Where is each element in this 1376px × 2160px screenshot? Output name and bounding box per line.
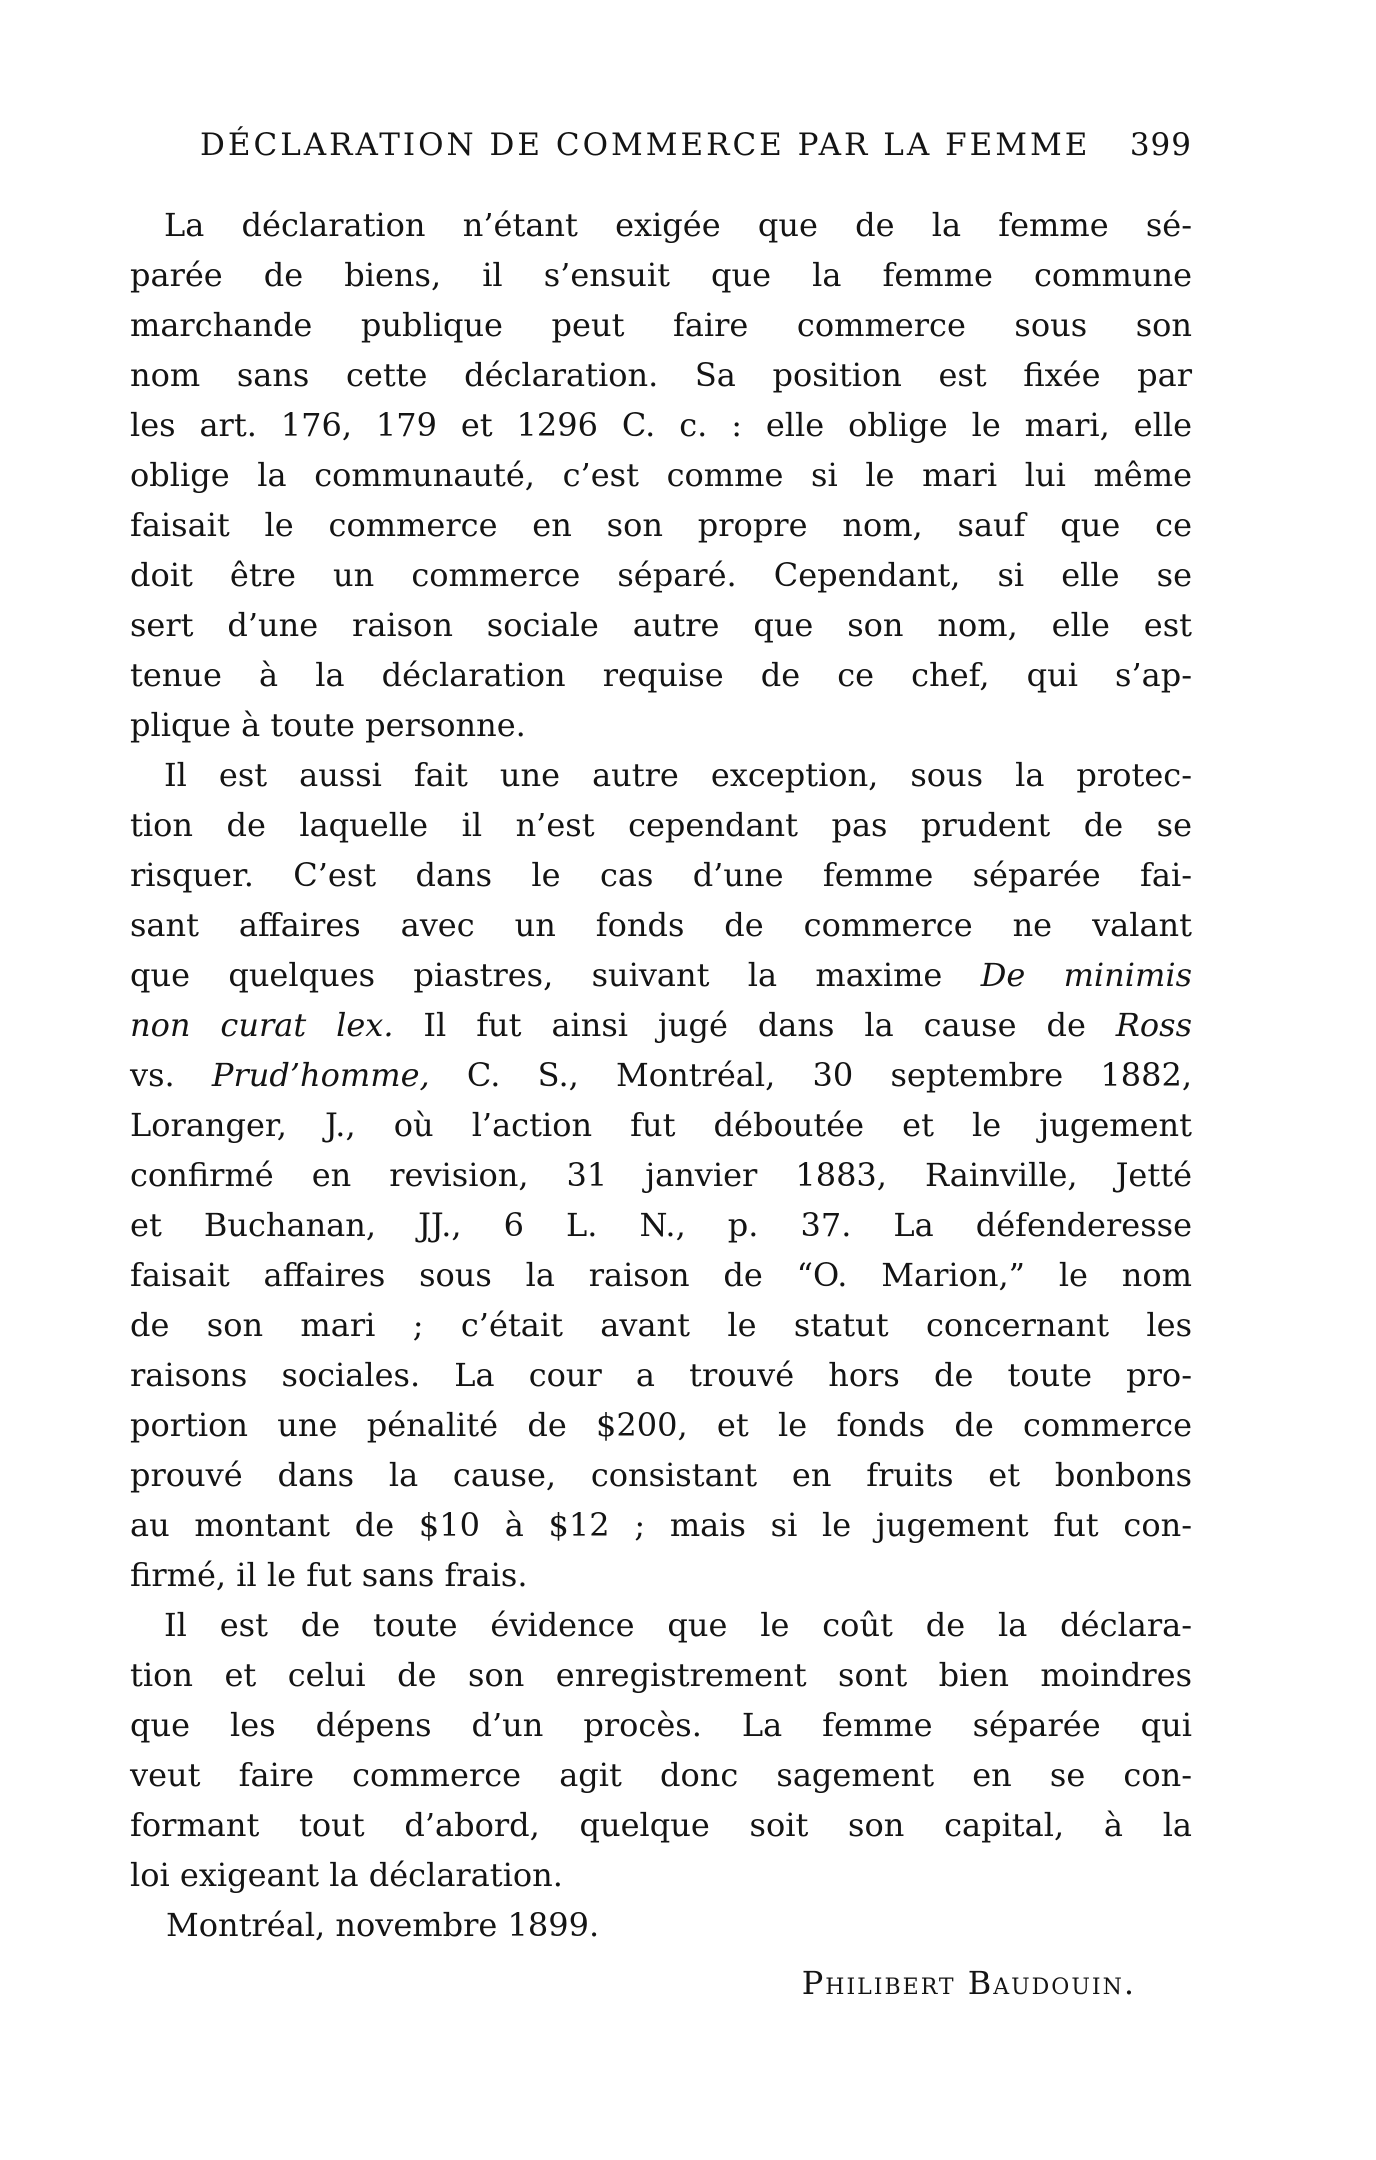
body-text bbox=[130, 200, 1192, 2008]
case-party-italic: Ross bbox=[1115, 1006, 1192, 1044]
text-line: tenue à la déclaration requise de ce chef, qui s’ap- bbox=[130, 656, 1192, 694]
text-line: La déclaration n’étant exigée que de la femme sé- bbox=[164, 206, 1192, 244]
text-line: firmé, il le fut sans frais. bbox=[130, 1556, 528, 1594]
text-line: faisait affaires sous la raison de “O. Marion,” le nom bbox=[130, 1256, 1192, 1294]
text-line: loi exigeant la déclaration. bbox=[130, 1856, 563, 1894]
text-line: doit être un commerce séparé. Cependant, si elle se bbox=[130, 556, 1192, 594]
text-segment: vs. bbox=[130, 1056, 212, 1094]
text-segment: C. S., Montréal, 30 septembre 1882, bbox=[429, 1056, 1193, 1094]
text-line bbox=[130, 1000, 1192, 1050]
paragraph-1 bbox=[130, 200, 1192, 750]
text-line: sant affaires avec un fonds de commerce ne valant bbox=[130, 906, 1192, 944]
author-signature: Philibert Baudouin. bbox=[801, 1964, 1136, 2002]
text-line bbox=[130, 1050, 1192, 1100]
paragraph-3 bbox=[130, 1600, 1192, 1900]
text-segment: Il fut ainsi jugé dans la cause de bbox=[393, 1006, 1116, 1044]
text-line: oblige la communauté, c’est comme si le mari lui même bbox=[130, 456, 1192, 494]
text-line: et Buchanan, JJ., 6 L. N., p. 37. La défenderesse bbox=[130, 1206, 1192, 1244]
text-line: nom sans cette déclaration. Sa position est fixée par bbox=[130, 356, 1192, 394]
text-line bbox=[130, 950, 1192, 1000]
text-line: Il est de toute évidence que le coût de la déclara- bbox=[164, 1606, 1192, 1644]
page-number: 399 bbox=[1129, 127, 1192, 163]
text-line: veut faire commerce agit donc sagement en se con- bbox=[130, 1756, 1192, 1794]
text-line: tion de laquelle il n’est cependant pas prudent de se bbox=[130, 806, 1192, 844]
text-line: de son mari ; c’était avant le statut concernant les bbox=[130, 1306, 1192, 1344]
text-line: raisons sociales. La cour a trouvé hors de toute pro- bbox=[130, 1356, 1192, 1394]
text-line: confirmé en revision, 31 janvier 1883, Rainville, Jetté bbox=[130, 1156, 1192, 1194]
case-party-italic: Prud’homme, bbox=[211, 1056, 430, 1094]
text-line: prouvé dans la cause, consistant en fruits et bonbons bbox=[130, 1456, 1192, 1494]
text-line: formant tout d’abord, quelque soit son capital, à la bbox=[130, 1806, 1192, 1844]
text-line: plique à toute personne. bbox=[130, 706, 526, 744]
running-header bbox=[200, 122, 1192, 168]
text-line: au montant de $10 à $12 ; mais si le jugement fut con- bbox=[130, 1506, 1192, 1544]
text-line: sert d’une raison sociale autre que son nom, elle est bbox=[130, 606, 1192, 644]
running-title: DÉCLARATION DE COMMERCE PAR LA FEMME bbox=[200, 127, 1091, 163]
text-line: marchande publique peut faire commerce sous son bbox=[130, 306, 1192, 344]
dateline: Montréal, novembre 1899. bbox=[166, 1906, 600, 1944]
text-line: risquer. C’est dans le cas d’une femme séparée fai- bbox=[130, 856, 1192, 894]
latin-maxim-italic: De minimis bbox=[980, 956, 1193, 994]
text-line: les art. 176, 179 et 1296 C. c. : elle oblige le mari, elle bbox=[130, 406, 1192, 444]
text-line: portion une pénalité de $200, et le fonds de commerce bbox=[130, 1406, 1192, 1444]
text-line: Il est aussi fait une autre exception, sous la protec- bbox=[164, 756, 1192, 794]
text-line: parée de biens, il s’ensuit que la femme commune bbox=[130, 256, 1192, 294]
paragraph-2 bbox=[130, 750, 1192, 1600]
text-line: Loranger, J., où l’action fut déboutée et le jugement bbox=[130, 1106, 1192, 1144]
latin-maxim-italic: non curat lex. bbox=[130, 1006, 394, 1044]
text-line: faisait le commerce en son propre nom, sauf que ce bbox=[130, 506, 1192, 544]
text-line: tion et celui de son enregistrement sont bien moindres bbox=[130, 1656, 1192, 1694]
text-line: que les dépens d’un procès. La femme séparée qui bbox=[130, 1706, 1192, 1744]
text-segment: que quelques piastres, suivant la maxime bbox=[130, 956, 981, 994]
